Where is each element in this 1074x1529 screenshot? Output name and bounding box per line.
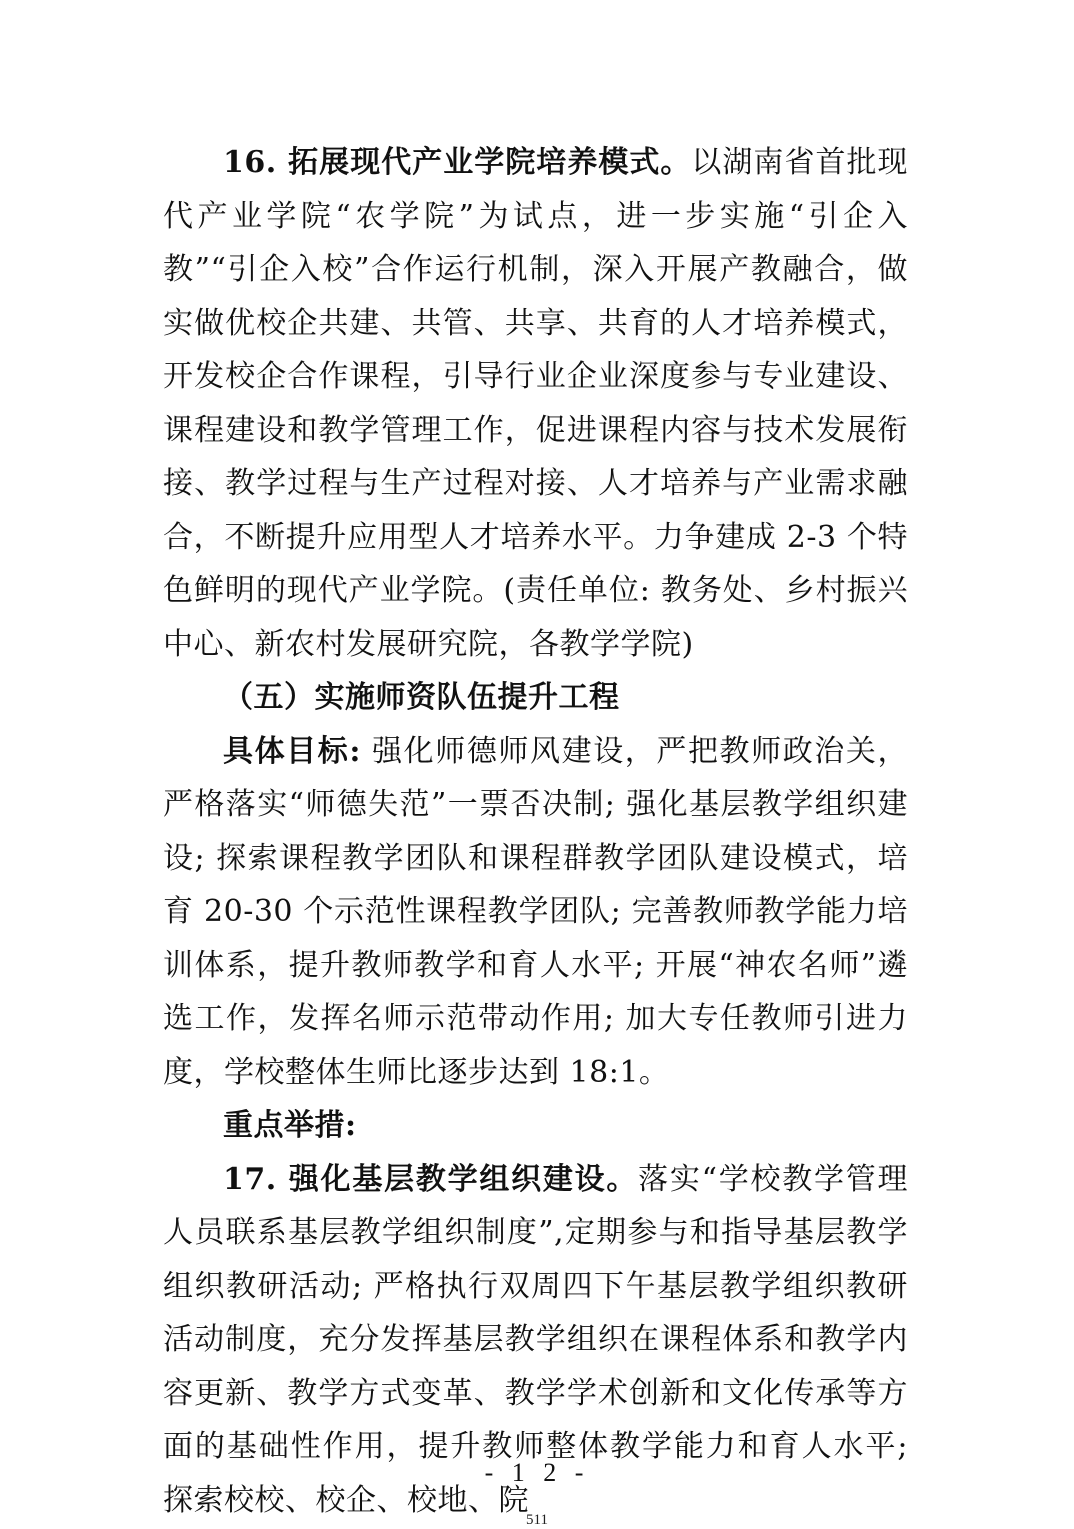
item-17-text: 落实“学校教学管理人员联系基层教学组织制度”,定期参与和指导基层教学组织教研活动; 严格执行双周四下午基层教学组织教研活动制度，充分发挥基层教学组织在课程体系和教学内容更新、教学方式变革、教学学术创新和文化传承等方面的基础性作用，提升教师整体教学能力和育人水平; 探索校校、校企、校地、院 bbox=[163, 1161, 908, 1518]
section-five-title: （五）实施师资队伍提升工程 bbox=[223, 680, 620, 715]
key-measures-label: 重点举措: bbox=[223, 1108, 357, 1143]
scan-stamp-number: 511 bbox=[526, 1512, 548, 1528]
item-16-heading: 16. 拓展现代产业学院培养模式。 bbox=[223, 145, 692, 180]
key-measures-heading bbox=[163, 1099, 908, 1153]
document-body bbox=[163, 136, 908, 1527]
page-number: - 1 2 - bbox=[484, 1458, 590, 1487]
item-16-text: 以湖南省首批现代产业学院“农学院”为试点，进一步实施“引企入教”“引企入校”合作运行机制，深入开展产教融合，做实做优校企共建、共管、共享、共育的人才培养模式，开发校企合作课程，引导行业企业深度参与专业建设、课程建设和教学管理工作，促进课程内容与技术发展衔接、教学过程与生产过程对接、人才培养与产业需求融合，不断提升应用型人才培养水平。力争建成 2-3 个特色鲜明的现代产业学院。(责任单位: 教务处、乡村振兴中心、新农村发展研究院，各教学学院) bbox=[163, 145, 908, 662]
section-heading-five bbox=[163, 671, 908, 725]
paragraph-item-16 bbox=[163, 136, 908, 671]
specific-goals-label: 具体目标: bbox=[223, 733, 361, 769]
specific-goals-text: 强化师德师风建设，严把教师政治关，严格落实“师德失范”一票否决制; 强化基层教学组织建设; 探索课程教学团队和课程群教学团队建设模式，培育 20-30 个示范性课程教学团队; 完善教师教学能力培训体系，提升教师教学和育人水平; 开展“神农名师”遴选工作，发挥名师示范带动作用; 加大专任教师引进力度，学校整体生师比逐步达到 18:1。 bbox=[163, 733, 908, 1090]
item-17-heading: 17. 强化基层教学组织建设。 bbox=[223, 1161, 639, 1197]
paragraph-specific-goals bbox=[163, 725, 908, 1100]
